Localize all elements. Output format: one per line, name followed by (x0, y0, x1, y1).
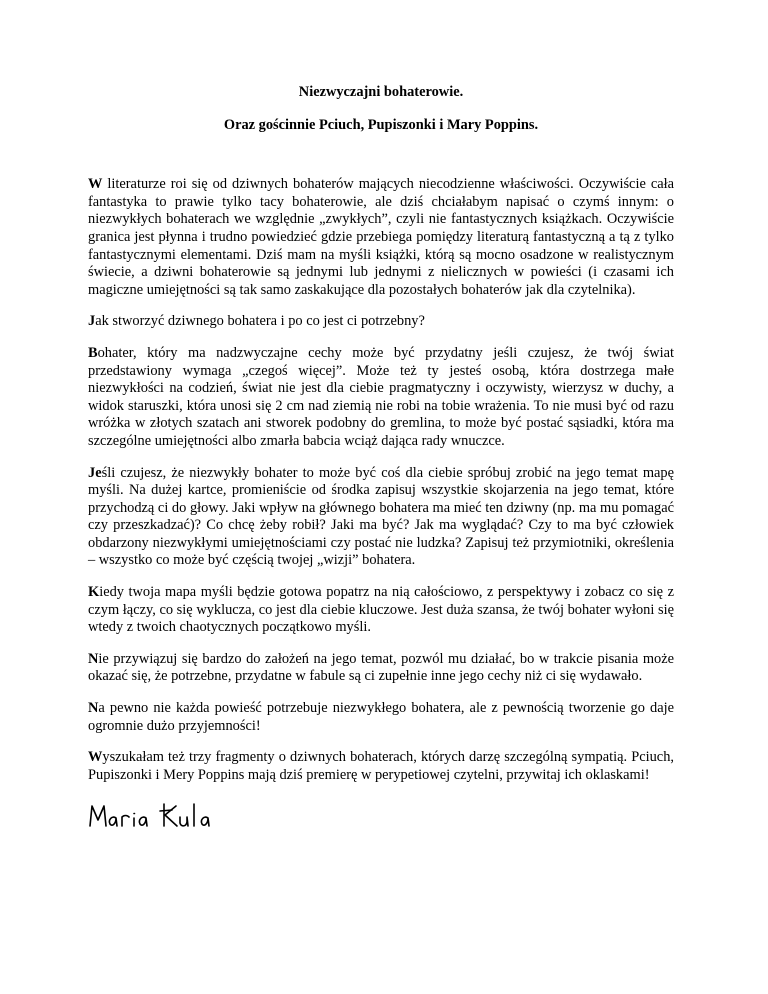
paragraph-lead: Je (88, 464, 102, 481)
document-page (88, 84, 674, 832)
paragraph-text: a pewno nie każda powieść potrzebuje niezwykłego bohatera, ale z pewnością tworzenie go daje ogromnie dużo przyjemności! (88, 700, 674, 734)
paragraph-text: śli czujesz, że niezwykły bohater to może być coś dla ciebie spróbuj zrobić na jego temat mapę myśli. Na dużej kartce, promieniście od środka zapisuj wszystkie skojarzenia na jego temat, które przychodzą ci do głowy. Jaki wpływ na głównego bohatera ma mieć ten dziwny (np. ma mu pomagać czy przeszkadzać)? Co chcę żeby robił? Jaki ma być? Jak ma wyglądać? Czy to ma być człowiek obdarzony niezwykłymi umiejętnościami czy postać nie ludzka? Zapisuj też przymiotniki, określenia – wszystko co może być częścią twojej „wizji” bohatera. (88, 464, 674, 569)
paragraph (88, 700, 674, 735)
paragraph-lead: W (88, 176, 103, 193)
document-subtitle: Oraz gościnnie Pciuch, Pupiszonki i Mary Poppins. (223, 116, 539, 133)
paragraph-lead: B (88, 344, 98, 361)
paragraph (88, 465, 674, 571)
paragraph-lead: N (88, 700, 99, 717)
paragraph (88, 176, 674, 299)
paragraph-lead: K (88, 584, 100, 601)
paragraph (88, 749, 674, 784)
paragraph-text: literaturze roi się od dziwnych bohaterów mających niecodzienne właściwości. Oczywiście cała fantastyka to prawie tylko tacy bohaterowie, ale dziś chciałabym napisać o czymś innym: o niezwykłych bohaterach we względnie „zwykłych”, czyli nie fantastycznych książkach. Oczywiście granica jest płynna i trudno powiedzieć gdzie przebiega pomiędzy literaturą fantastyczną a tą z tylko fantastycznymi elementami. Dziś mam na myśli książki, którą są mocno osadzone w realistycznym świecie, a dziwni bohaterowie są jednymi lub jednymi z nielicznych w powieści (i czasami ich magiczne umiejętności są tak samo zaskakujące dla pozostałych bohaterów jak dla czytelnika). (88, 176, 674, 298)
paragraph-text: ak stworzyć dziwnego bohatera i po co jest ci potrzebny? (95, 313, 425, 330)
paragraph (88, 313, 674, 331)
paragraph-lead: N (88, 650, 99, 667)
paragraph-text: yszukałam też trzy fragmenty o dziwnych bohaterach, których darzę szczególną sympatią. Pciuch, Pupiszonki i Mery Poppins mają dziś premierę w perypetiowej czytelni, przywitaj ich oklaskami! (88, 749, 674, 783)
paragraph (88, 584, 674, 637)
paragraph-text: ie przywiązuj się bardzo do założeń na jego temat, pozwól mu działać, bo w trakcie pisania może okazać się, że potrzebne, przydatne w fabule są ci zupełnie inne jego cechy niż ci się wydawało. (88, 650, 674, 685)
paragraph (88, 345, 674, 451)
paragraph (88, 651, 674, 686)
paragraph-lead: J (88, 313, 96, 330)
document-body (88, 176, 674, 784)
paragraph-text: ohater, który ma nadzwyczajne cechy może być przydatny jeśli czujesz, że twój świat przedstawiony wymaga „czegoś więcej”. Może też ty jesteś osobą, która dostrzega małe niezwykłości na codzień, świat nie jest dla ciebie pragmatyczny i oczywisty, wierzysz w duchy, a widok staruszki, która unosi się 2 cm nad ziemią nie robi na tobie wrażenia. To nie musi być od razu wróżka w złotych szatach ani stworek podobny do gremlina, to może być postać sąsiadki, która ma szczególne umiejętności albo zmarła babcia wciąż dająca rady wnuczce. (88, 344, 674, 449)
handwritten-signature (88, 798, 228, 832)
paragraph-text: iedy twoja mapa myśli będzie gotowa popatrz na nią całościowo, z perspektywy i zobacz co się z czym łączy, co się wyklucza, co jest dla ciebie kluczowe. Jest duża szansa, że twój bohater wyłoni się wtedy z twoich chaotycznych początkowo myśli. (88, 584, 674, 636)
document-title: Niezwyczajni bohaterowie. (298, 84, 464, 100)
paragraph-lead: W (88, 749, 103, 766)
